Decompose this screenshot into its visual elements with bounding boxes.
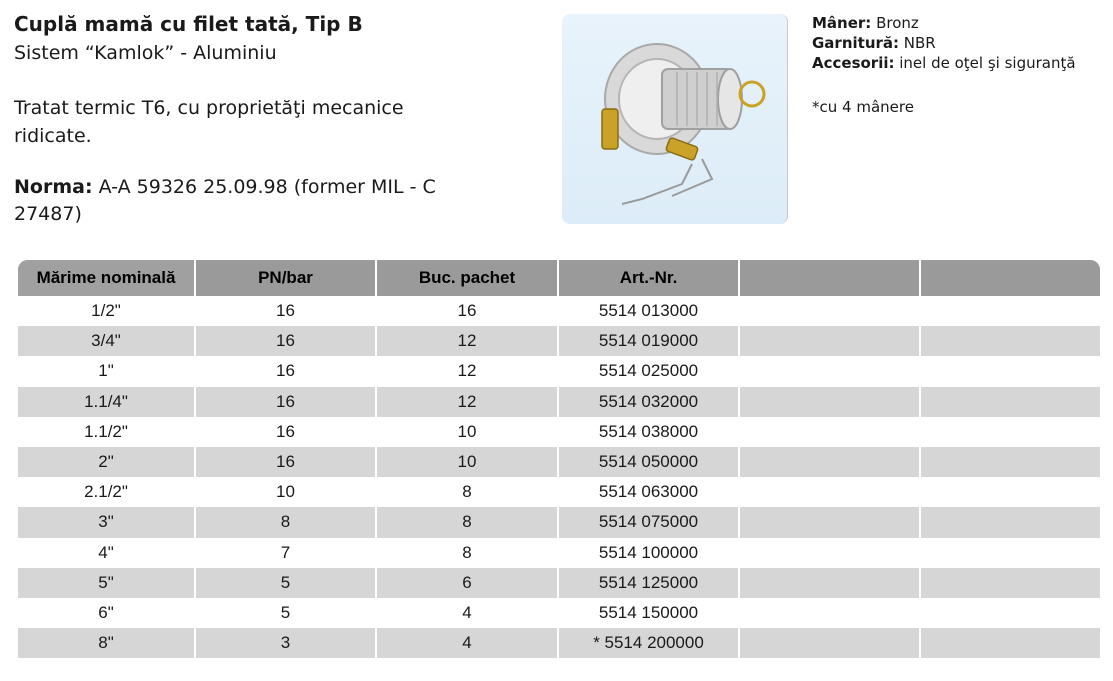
cell-empty	[921, 326, 1100, 356]
cell-pack: 12	[377, 387, 559, 417]
cell-pn: 3	[196, 628, 377, 658]
col-header-size: Mărime nominală	[18, 260, 196, 296]
cell-pack: 16	[377, 296, 559, 326]
cell-empty	[740, 568, 921, 598]
cell-empty	[740, 326, 921, 356]
table-header	[18, 260, 1100, 296]
cell-size: 2"	[18, 447, 196, 477]
table-row	[18, 538, 1100, 568]
table-row	[18, 326, 1100, 356]
cell-pack: 12	[377, 356, 559, 386]
cell-size: 2.1/2"	[18, 477, 196, 507]
spec-accesorii: Accesorii: inel de oţel şi siguranţă	[812, 54, 1076, 72]
cell-empty	[921, 507, 1100, 537]
cell-pn: 5	[196, 568, 377, 598]
cell-empty	[921, 356, 1100, 386]
cell-pn: 5	[196, 598, 377, 628]
cell-pn: 8	[196, 507, 377, 537]
cell-artnr: 5514 125000	[559, 568, 740, 598]
cell-artnr: 5514 032000	[559, 387, 740, 417]
norma-value: A-A 59326 25.09.98 (former MIL - C 27487)	[14, 176, 436, 225]
cell-empty	[921, 477, 1100, 507]
norma-label: Norma:	[14, 176, 93, 198]
cell-size: 1.1/2"	[18, 417, 196, 447]
col-header-pn: PN/bar	[196, 260, 377, 296]
cell-empty	[921, 538, 1100, 568]
cell-pack: 10	[377, 417, 559, 447]
table-row	[18, 417, 1100, 447]
product-table	[18, 260, 1100, 658]
cell-pack: 8	[377, 477, 559, 507]
handles-note: *cu 4 mânere	[812, 98, 914, 116]
cell-artnr: 5514 013000	[559, 296, 740, 326]
table-row	[18, 568, 1100, 598]
cell-empty	[921, 598, 1100, 628]
product-photo	[562, 14, 788, 224]
table-row	[18, 356, 1100, 386]
cell-empty	[921, 387, 1100, 417]
cell-size: 1.1/4"	[18, 387, 196, 417]
cell-pn: 16	[196, 447, 377, 477]
cell-empty	[921, 447, 1100, 477]
cell-empty	[740, 598, 921, 628]
table-row	[18, 598, 1100, 628]
cell-pn: 16	[196, 387, 377, 417]
cell-empty	[740, 538, 921, 568]
cell-pack: 10	[377, 447, 559, 477]
cell-size: 3/4"	[18, 326, 196, 356]
spec-garnitura: Garnitură: NBR	[812, 34, 936, 52]
cell-size: 4"	[18, 538, 196, 568]
cell-size: 6"	[18, 598, 196, 628]
cell-artnr: 5514 100000	[559, 538, 740, 568]
table-row	[18, 477, 1100, 507]
col-header-artnr: Art.-Nr.	[559, 260, 740, 296]
col-header-empty-2	[921, 260, 1100, 296]
cell-size: 5"	[18, 568, 196, 598]
cell-empty	[740, 507, 921, 537]
cell-artnr: * 5514 200000	[559, 628, 740, 658]
cell-pack: 4	[377, 598, 559, 628]
table-row	[18, 387, 1100, 417]
cell-artnr: 5514 038000	[559, 417, 740, 447]
cell-pn: 16	[196, 326, 377, 356]
cell-artnr: 5514 050000	[559, 447, 740, 477]
cell-pn: 7	[196, 538, 377, 568]
cell-size: 3"	[18, 507, 196, 537]
cell-pack: 4	[377, 628, 559, 658]
cell-pn: 10	[196, 477, 377, 507]
cell-empty	[740, 477, 921, 507]
cell-size: 1"	[18, 356, 196, 386]
cell-size: 8"	[18, 628, 196, 658]
norma-line	[14, 174, 484, 228]
cell-empty	[740, 387, 921, 417]
table-row	[18, 507, 1100, 537]
cell-pn: 16	[196, 417, 377, 447]
page-subtitle: Sistem “Kamlok” - Aluminiu	[14, 42, 277, 64]
cell-empty	[740, 296, 921, 326]
cell-artnr: 5514 025000	[559, 356, 740, 386]
cell-artnr: 5514 063000	[559, 477, 740, 507]
cell-pack: 6	[377, 568, 559, 598]
product-specs	[812, 13, 1076, 73]
camlock-coupling-image	[562, 14, 788, 224]
cell-empty	[921, 296, 1100, 326]
cell-pack: 8	[377, 507, 559, 537]
col-header-pack: Buc. pachet	[377, 260, 559, 296]
cell-artnr: 5514 150000	[559, 598, 740, 628]
cell-size: 1/2"	[18, 296, 196, 326]
cell-pack: 8	[377, 538, 559, 568]
table-body	[18, 296, 1100, 658]
cell-artnr: 5514 075000	[559, 507, 740, 537]
cell-empty	[921, 568, 1100, 598]
table-row	[18, 628, 1100, 658]
cell-empty	[740, 628, 921, 658]
cell-empty	[740, 417, 921, 447]
table-row	[18, 296, 1100, 326]
cell-empty	[740, 356, 921, 386]
cell-empty	[740, 447, 921, 477]
cell-pack: 12	[377, 326, 559, 356]
product-description: Tratat termic T6, cu proprietăţi mecanice ridicate.	[14, 97, 404, 147]
col-header-empty-1	[740, 260, 921, 296]
cell-artnr: 5514 019000	[559, 326, 740, 356]
table-row	[18, 447, 1100, 477]
cell-empty	[921, 417, 1100, 447]
page-title: Cuplă mamă cu filet tată, Tip B	[14, 12, 363, 36]
spec-maner: Mâner: Bronz	[812, 14, 919, 32]
cell-pn: 16	[196, 296, 377, 326]
cell-pn: 16	[196, 356, 377, 386]
cell-empty	[921, 628, 1100, 658]
